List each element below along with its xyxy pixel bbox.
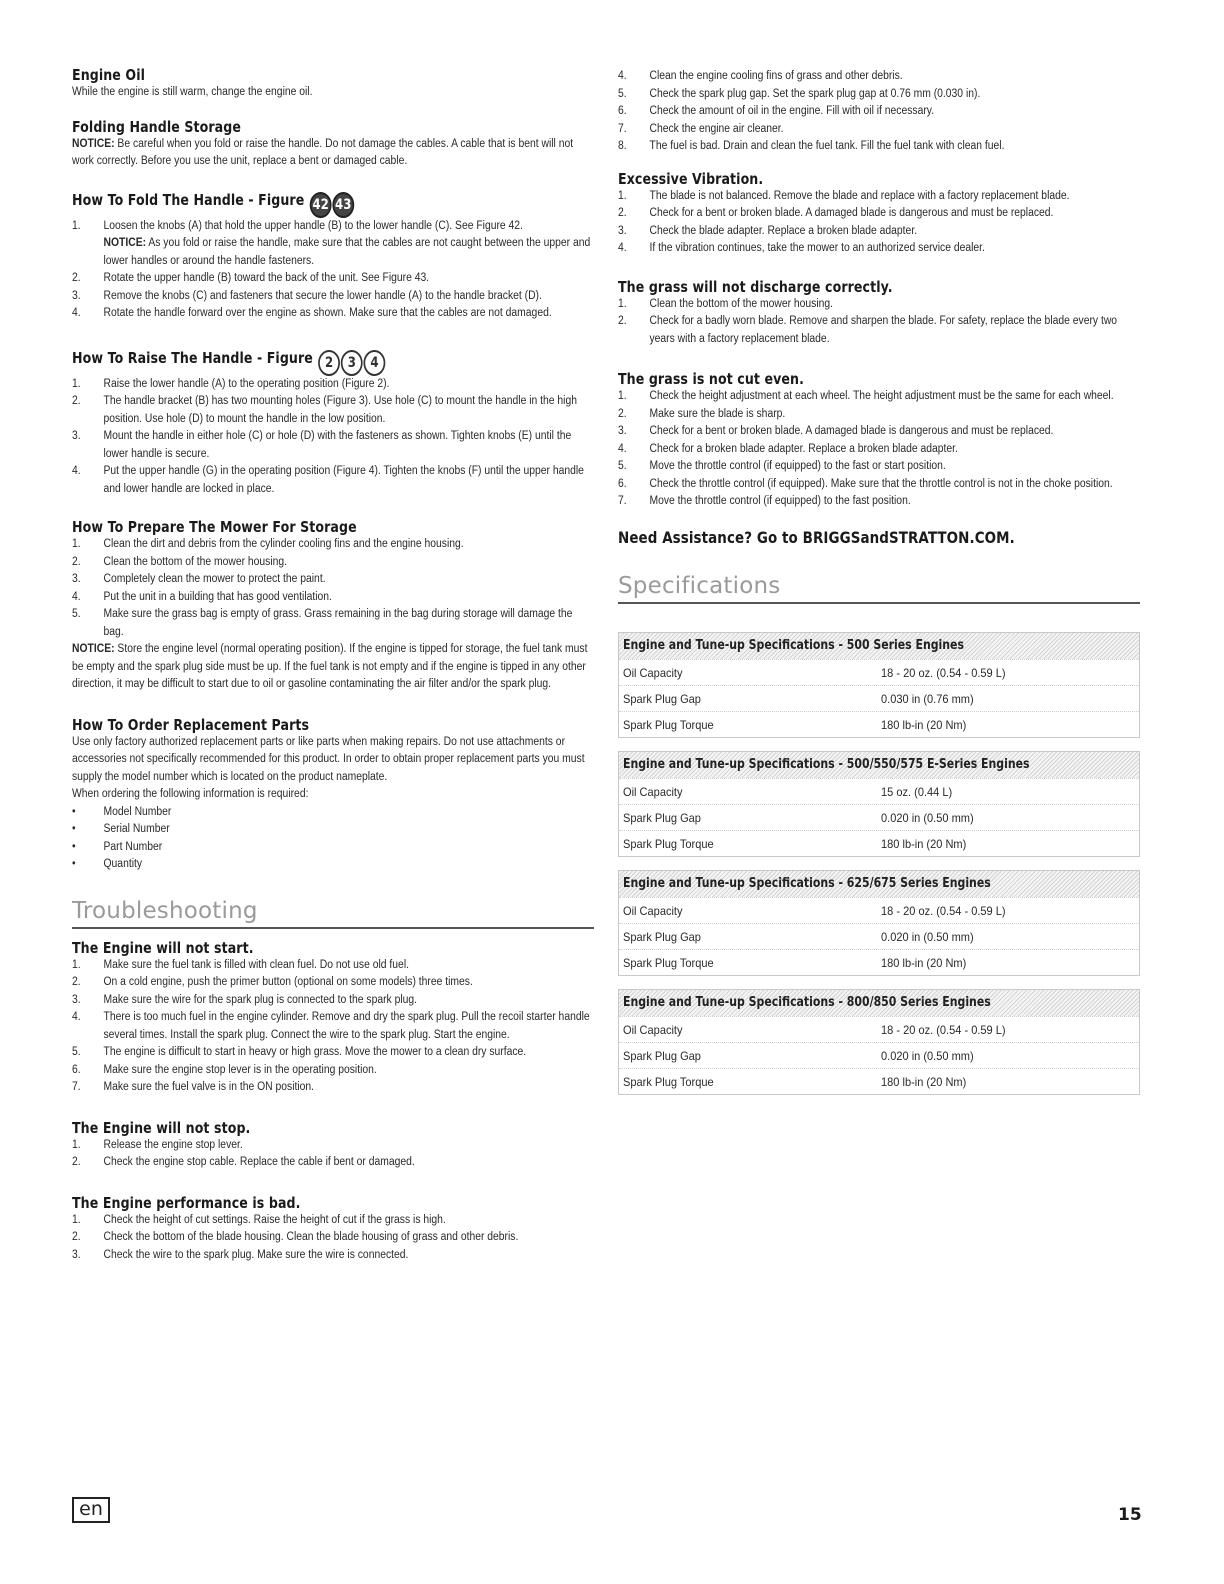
list-item: 2. The handle bracket (B) has two mounting holes (Figure 3). Use hole (C) to mount the handle in the high position. Use hole (D) to mount the handle in the low position.	[72, 395, 577, 425]
list-item: 1. Check the height adjustment at each wheel. The height adjustment must be the same for each wheel.	[618, 390, 1114, 402]
table-row: Oil Capacity 18 - 20 oz. (0.54 - 0.59 L)	[619, 1016, 1139, 1042]
fold-handle-section	[72, 191, 594, 323]
raise-handle-steps	[72, 376, 594, 499]
table-row: Oil Capacity 15 oz. (0.44 L)	[619, 778, 1139, 804]
specifications-section	[618, 573, 1140, 1095]
spec-table-header: Engine and Tune-up Specifications - 800/850 Series Engines	[619, 990, 1139, 1016]
list-item: 3. Check for a bent or broken blade. A damaged blade is dangerous and must be replaced.	[618, 425, 1054, 437]
list-item: 2. Rotate the upper handle (B) toward the back of the unit. See Figure 43.	[72, 272, 430, 284]
spec-table-500	[618, 632, 1140, 738]
raise-handle-heading: How To Raise The Handle - Figure 2 3 4	[72, 349, 510, 376]
page-number: 15	[1118, 1505, 1142, 1525]
parts-bullets	[72, 804, 594, 874]
engine-oil-section	[72, 66, 594, 102]
list-item: 6. Check the throttle control (if equipped). Make sure that the throttle control is not in the choke position.	[618, 477, 1113, 490]
list-item: 4. Put the unit in a building that has good ventilation.	[72, 590, 332, 603]
not-start-heading: The Engine will not start.	[72, 938, 254, 957]
list-item: 4. If the vibration continues, take the mower to an authorized service dealer.	[618, 242, 985, 254]
parts-required-text: When ordering the following information is required:	[72, 788, 309, 800]
list-item: 4. Rotate the handle forward over the engine as shown. Make sure that the cables are not damaged.	[72, 307, 552, 319]
spec-table-header: Engine and Tune-up Specifications - 500/550/575 E-Series Engines	[619, 752, 1139, 778]
list-item: 6. Make sure the engine stop lever is in the operating position.	[72, 1063, 377, 1076]
list-item: 3. Check the blade adapter. Replace a broken blade adapter.	[618, 224, 918, 237]
list-item: 2. Clean the bottom of the mower housing.	[72, 555, 288, 568]
list-item: 6. Check the amount of oil in the engine. Fill with oil if necessary.	[618, 105, 935, 117]
discharge-section	[618, 278, 1140, 349]
raise-handle-section	[72, 349, 594, 499]
folding-handle-notice: NOTICE: Be careful when you fold or raise the handle. Do not damage the cables. A cable that is bent will not work correctly. Before you use the unit, replace a bent or damaged cable.	[72, 137, 574, 167]
performance-steps-continued	[618, 68, 1140, 156]
table-row: Oil Capacity 18 - 20 oz. (0.54 - 0.59 L)	[619, 897, 1139, 923]
folding-handle-heading: Folding Handle Storage	[72, 117, 241, 136]
table-row: Spark Plug Torque 180 lb-in (20 Nm)	[619, 949, 1139, 975]
figure-4-badge: 4	[364, 350, 386, 376]
list-item: 1. Release the engine stop lever.	[72, 1138, 243, 1151]
uneven-heading: The grass is not cut even.	[618, 370, 804, 388]
list-item: • Quantity	[72, 858, 143, 870]
list-item: 1. Check the height of cut settings. Raise the height of cut if the grass is high.	[72, 1213, 446, 1226]
list-item: 5. The engine is difficult to start in heavy or high grass. Move the mower to a clean dry surface.	[72, 1046, 527, 1058]
table-row: Spark Plug Torque 180 lb-in (20 Nm)	[619, 1068, 1139, 1094]
fold-handle-steps	[72, 218, 594, 323]
list-item: 1. Raise the lower handle (A) to the operating position (Figure 2).	[72, 377, 390, 390]
not-stop-section	[72, 1119, 594, 1172]
list-item: • Part Number	[72, 840, 163, 853]
list-item: 3. Check the wire to the spark plug. Make sure the wire is connected.	[72, 1248, 409, 1261]
folding-handle-section	[72, 118, 594, 171]
performance-section	[72, 1194, 594, 1265]
list-item: 7. Check the engine air cleaner.	[618, 122, 784, 135]
list-item: 2. Check for a bent or broken blade. A damaged blade is dangerous and must be replaced.	[618, 207, 1054, 219]
discharge-heading: The grass will not discharge correctly.	[618, 277, 893, 296]
list-item: 2. Check the bottom of the blade housing. Clean the blade housing of grass and other debris.	[72, 1231, 519, 1243]
vibration-section	[618, 170, 1140, 258]
parts-section	[72, 716, 594, 874]
fold-handle-heading: How To Fold The Handle - Figure 42 43	[72, 191, 510, 218]
storage-steps	[72, 536, 594, 641]
storage-heading: How To Prepare The Mower For Storage	[72, 518, 357, 536]
list-item: 2. Check for a badly worn blade. Remove and sharpen the blade. For safety, replace the blade every two years with a factory replacement blade.	[618, 315, 1118, 345]
table-row: Spark Plug Gap 0.020 in (0.50 mm)	[619, 804, 1139, 830]
list-item: 1. The blade is not balanced. Remove the blade and replace with a factory replacement blade.	[618, 189, 1070, 202]
vibration-heading: Excessive Vibration.	[618, 169, 764, 188]
figure-42-badge: 42	[310, 192, 332, 218]
table-row: Spark Plug Gap 0.020 in (0.50 mm)	[619, 923, 1139, 949]
language-icon: en	[72, 1497, 110, 1523]
list-item: 4. Put the upper handle (G) in the operating position (Figure 4). Tighten the knobs (F) until the upper handle and lower handle are locked in place.	[72, 465, 584, 495]
spec-table-header: Engine and Tune-up Specifications - 625/675 Series Engines	[619, 871, 1139, 897]
spec-table-header: Engine and Tune-up Specifications - 500 Series Engines	[619, 633, 1139, 659]
storage-notice: NOTICE: Store the engine level (normal operating position). If the engine is tipped for storage, the fuel tank must be empty and the spark plug side must be up. If the fuel tank is not empty and if the engine is tipped in any other direction, it may be difficult to start due to oil or gasoline contaminating the air filter and/or the spark plug.	[72, 643, 588, 690]
list-item: 1. Loosen the knobs (A) that hold the upper handle (B) to the lower handle (C). See Figure 42. NOTICE: As you fold or raise the handle, make sure that the cables are not caught between the upper and lower handles or around the handle fasteners.	[72, 219, 591, 267]
list-item: 2. Make sure the blade is sharp.	[618, 407, 786, 420]
list-item: 1. Make sure the fuel tank is filled with clean fuel. Do not use old fuel.	[72, 958, 409, 971]
figure-2-badge: 2	[318, 350, 340, 376]
list-item: 5. Check the spark plug gap. Set the spark plug gap at 0.76 mm (0.030 in).	[618, 87, 981, 100]
list-item: 8. The fuel is bad. Drain and clean the fuel tank. Fill the fuel tank with clean fuel.	[618, 140, 1005, 152]
left-column	[72, 66, 594, 1264]
figure-3-badge: 3	[341, 350, 363, 376]
spec-tables	[618, 632, 1140, 1095]
list-item: 3. Make sure the wire for the spark plug is connected to the spark plug.	[72, 993, 418, 1006]
assistance-heading: Need Assistance? Go to BRIGGSandSTRATTON.COM.	[618, 527, 1015, 547]
table-row: Spark Plug Torque 180 lb-in (20 Nm)	[619, 830, 1139, 856]
list-item: 4. Clean the engine cooling fins of grass and other debris.	[618, 70, 903, 82]
storage-section	[72, 518, 594, 694]
parts-text: Use only factory authorized replacement parts or like parts when making repairs. Do not use attachments or accessories not specifically recommended for this product. In order to obtain proper replacement parts you must supply the model number which is located on the product nameplate.	[72, 735, 585, 783]
list-item: 3. Remove the knobs (C) and fasteners that secure the lower handle (A) to the handle bracket (D).	[72, 289, 542, 302]
list-item: 1. Clean the dirt and debris from the cylinder cooling fins and the engine housing.	[72, 538, 464, 550]
table-row: Spark Plug Gap 0.030 in (0.76 mm)	[619, 685, 1139, 711]
list-item: 4. Check for a broken blade adapter. Replace a broken blade adapter.	[618, 442, 958, 455]
list-item: 7. Make sure the fuel valve is in the ON position.	[72, 1081, 315, 1093]
specifications-title: Specifications	[618, 573, 1140, 604]
list-item: 5. Make sure the grass bag is empty of grass. Grass remaining in the bag during storage will damage the bag.	[72, 608, 573, 638]
not-start-section	[72, 939, 594, 1097]
list-item: • Serial Number	[72, 823, 170, 835]
parts-heading: How To Order Replacement Parts	[72, 715, 310, 734]
table-row: Oil Capacity 18 - 20 oz. (0.54 - 0.59 L)	[619, 659, 1139, 685]
list-item: 2. On a cold engine, push the primer button (optional on some models) three times.	[72, 976, 473, 988]
list-item: 2. Check the engine stop cable. Replace the cable if bent or damaged.	[72, 1156, 415, 1168]
table-row: Spark Plug Torque 180 lb-in (20 Nm)	[619, 711, 1139, 737]
spec-table-625	[618, 870, 1140, 976]
spec-table-800	[618, 989, 1140, 1095]
figure-43-badge: 43	[332, 192, 354, 218]
spec-table-500-e-series	[618, 751, 1140, 857]
engine-oil-heading: Engine Oil	[72, 66, 146, 84]
list-item: 7. Move the throttle control (if equipped) to the fast position.	[618, 495, 911, 507]
performance-heading: The Engine performance is bad.	[72, 1193, 301, 1212]
list-item: 3. Completely clean the mower to protect the paint.	[72, 573, 326, 585]
troubleshooting-section	[72, 898, 594, 1265]
table-row: Spark Plug Gap 0.020 in (0.50 mm)	[619, 1042, 1139, 1068]
list-item: 4. There is too much fuel in the engine cylinder. Remove and dry the spark plug. Pull the recoil starter handle several times. Install the spark plug. Connect the wire to the spark plug. Start the engine.	[72, 1011, 590, 1041]
list-item: 3. Mount the handle in either hole (C) or hole (D) with the fasteners as shown. Tighten knobs (E) until the lower handle is secure.	[72, 430, 572, 460]
list-item: 5. Move the throttle control (if equipped) to the fast or start position.	[618, 460, 946, 472]
not-stop-heading: The Engine will not stop.	[72, 1118, 251, 1137]
list-item: 1. Clean the bottom of the mower housing.	[618, 297, 834, 310]
right-column	[618, 68, 1140, 1108]
engine-oil-text: While the engine is still warm, change the engine oil.	[72, 86, 313, 98]
troubleshooting-title: Troubleshooting	[72, 898, 594, 929]
list-item: • Model Number	[72, 805, 172, 818]
uneven-section	[618, 370, 1140, 511]
